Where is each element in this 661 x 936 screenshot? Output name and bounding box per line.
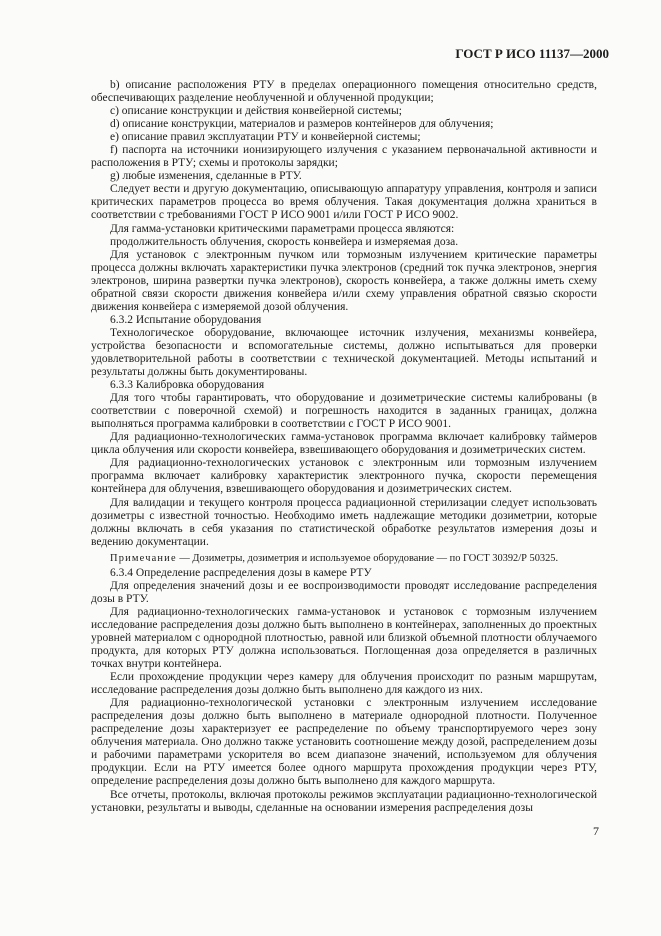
paragraph: Для того чтобы гарантировать, что оборудование и дозиметрические системы калиброваны (в соответствии с поверочной схемой) и погрешность находится в заданных границах, должна выполняться программа калибровки в соответствии с ГОСТ Р ИСО 9001.	[91, 392, 597, 431]
paragraph: Для радиационно-технологических установок с электронным или тормозным излучением программа включает калибровку характеристик электронного пучка, скорости перемещения контейнера для облучения, взвешивающего оборудования и дозиметрических систем.	[91, 457, 597, 496]
paragraph: b) описание расположения РТУ в пределах операционного помещения относительно средств, обеспечивающих разделение необлученной и облученной продукции;	[91, 79, 597, 105]
paragraph: продолжительность облучения, скорость конвейера и измеряемая доза.	[110, 235, 459, 248]
paragraph: Для радиационно-технологической установки с электронным излучением исследование распределения дозы должно быть выполнено в материале однородной плотности. Полученное распределение дозы характеризует ее распределение по объему транспортируемого через зону облучения материала. Оно должно также установить соотношение между дозой, распределением дозы и рабочими параметрами ускорителя во всем диапазоне значений, используемом для облучения продукции. Если на РТУ имеется более одного маршрута прохождения продукции через РТУ, определение распределения дозы должно быть выполнено для каждого маршрута.	[91, 697, 597, 788]
paragraph: Технологическое оборудование, включающее источник излучения, механизмы конвейера, устройства безопасности и вспомогательные системы, должно испытываться для проверки удовлетворительной работы в соответствии с технической документацией. Методы испытаний и результаты должны быть документированы.	[91, 326, 597, 379]
paragraph: Для радиационно-технологических гамма-установок и установок с тормозным излучением исследование распределения дозы должно быть выполнено в контейнерах, заполненных до проектных уровней материалом с однородной плотностью, равной или близкой объемной плотности облучаемого продукта, для которых РТУ должна использоваться. Поглощенная доза определяется в различных точках внутри контейнера.	[91, 605, 597, 671]
paragraph: e) описание правил эксплуатации РТУ и конвейерной системы;	[110, 131, 421, 144]
note	[91, 552, 597, 565]
paragraph: Для гамма-установки критическими параметрами процесса являются:	[110, 222, 455, 235]
paragraph: Для валидации и текущего контроля процесса радиационной стерилизации следует использовать дозиметры с известной точностью. Необходимо иметь надлежащие методики дозиметрии, которые должны включать в себя указания по статистической обработке результатов измерения дозы и ведению документации.	[91, 496, 597, 548]
note-text: — Дозиметры, дозиметрия и используемое оборудование — по ГОСТ 30392/Р 50325.	[176, 552, 559, 564]
paragraph: c) описание конструкции и действия конвейерной системы;	[110, 105, 402, 118]
paragraph: Следует вести и другую документацию, описывающую аппаратуру управления, контроля и записи критических параметров процесса во время облучения. Такая документация должна храниться в соответствии с требованиями ГОСТ Р ИСО 9001 и/или ГОСТ Р ИСО 9002.	[91, 183, 597, 222]
note-label: Примечание	[110, 552, 177, 564]
section-heading: 6.3.2 Испытание оборудования	[110, 313, 262, 326]
paragraph: Для установок с электронным пучком или тормозным излучением критические параметры процесса должны включать характеристики пучка электронов (средний ток пучка электронов, энергия электронов, ширина развертки пучка электронов), скорость конвейера, а также должны иметь схему обратной связи скорости движения конвейера и/или схему управления обратной связью скорости движения конвейера с измеряемой дозой облучения.	[91, 248, 597, 313]
paragraph: f) паспорта на источники ионизирующего излучения с указанием первоначальной активности и расположения в РТУ; схемы и протоколы зарядки;	[91, 144, 597, 170]
section-heading: 6.3.3 Калибровка оборудования	[110, 379, 265, 392]
paragraph: Для определения значений дозы и ее воспроизводимости проводят исследование распределения дозы в РТУ.	[91, 579, 597, 605]
paragraph: g) любые изменения, сделанные в РТУ.	[110, 170, 302, 183]
section-heading: 6.3.4 Определение распределения дозы в камере РТУ	[110, 566, 372, 579]
paragraph: Для радиационно-технологических гамма-установок программа включает калибровку таймеров цикла облучения или скорости конвейера, взвешивающего оборудования и дозиметрических систем.	[91, 431, 597, 457]
document-code: ГОСТ Р ИСО 11137—2000	[455, 46, 609, 61]
paragraph: Все отчеты, протоколы, включая протоколы режимов эксплуатации радиационно-технологической установки, результаты и выводы, сделанные на основании измерения распределения дозы	[91, 788, 597, 814]
page-number: 7	[593, 824, 599, 838]
paragraph: Если прохождение продукции через камеру для облучения происходит по разным маршрутам, исследование распределения дозы должно быть выполнено для каждого из них.	[91, 671, 597, 697]
paragraph: d) описание конструкции, материалов и размеров контейнеров для облучения;	[110, 118, 494, 131]
body-text	[91, 79, 597, 815]
